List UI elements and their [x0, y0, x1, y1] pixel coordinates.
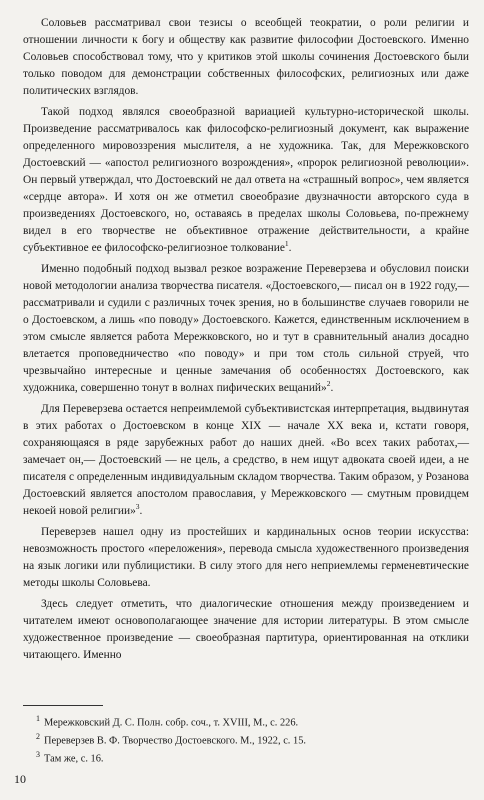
- paragraph-2: Такой подход являлся своеобразной вариацией культурно-исторической школы. Произведение рассматривалось как философско-религиозный документ, как выражение определенного мировоззрения мыслителя, а не художника. Так, для Мережковского Достоевский — «апостол религиозного возрождения», «пророк религиозной революции». Он первый утверждал, что Достоевский не дал ответа на «страшный вопрос», чем является «сердце автора». И хотя он же отметил своеобразие двузначности авторского суда в произведениях Достоевского, но, оставаясь в пределах школы Соловьева, по-прежнему видел в его творчестве не объективное отражение действительности, а крайне субъективное ее философско-религиозное толкование$^1$.: [23, 106, 469, 254]
- body-text: [23, 15, 469, 668]
- footnote-1: [36, 712, 466, 730]
- footnote-text: Переверзев В. Ф. Творчество Достоевского. М., 1922, с. 15.: [44, 735, 306, 747]
- footnote-ref-1: 1: [284, 239, 289, 249]
- footnote-text: Мережковский Д. С. Полн. собр. соч., т. XVIII, М., с. 226.: [44, 717, 299, 729]
- footnotes: [36, 712, 466, 766]
- page-number: 10: [14, 772, 26, 786]
- paragraph-4: Для Переверзева остается непреимлемой субъективистская интерпретация, выдвинутая в этих работах о Достоевском в конце XIX — начале XX века и, кстати говоря, сохраняющаяся в ряде зарубежных работ до наших дней. «Во всех таких работах,— замечает он,— Достоевский — не цель, а средство, в нем ищут адвоката своей идеи, а не писателя с определенным индивидуальным складом творчества. Таким образом, у Розанова Достоевский является апостолом православия, у Мережковского — смутным провидцем некоей новой религии»$^3$.: [23, 403, 469, 517]
- paragraph-5: Переверзев нашел одну из простейших и кардинальных основ теории искусства: невозможность простого «переложения», перевода смысла художественного произведения на язык логики или публицистики. В силу этого для него неприемлемы герменевтические методы школы Соловьева.: [23, 526, 469, 589]
- footnote-2: [36, 730, 466, 748]
- paragraph-3: Именно подобный подход вызвал резкое возражение Переверзева и обусловил поиски новой методологии анализа творчества писателя. «Достоевского,— писал он в 1922 году,— рассматривали и судили с различных точек зрения, но в большинстве случаев говорили не о Достоевском, а лишь «по поводу» Достоевского. Кажется, единственным исключением в этом смысле является работа Мережковского, но и тут в сравнительный анализ досадно влетается проповедничество «по поводу» и при том столь сильной струей, что чрезвычайно интересные и ценные замечания об особенностях Достоевского, как художника, совершенно тонут в волнах пифических вещаний»$^2$.: [23, 263, 469, 394]
- paragraph-3-text: Именно подобный подход вызвал резкое возражение Переверзева и обусловил поиски новой методологии анализа творчества писателя. «Достоевского,— писал он в 1922 году,— рассматривали и судили с различных точек зрения, но в большинстве случаев говорили не о Достоевском, а лишь «по поводу» Достоевского. Кажется, единственным исключением в этом смысле является работа Мережковского, но и тут в сравнительный анализ досадно влетается проповедничество «по поводу» и при том столь сильной струей, что чрезвычайно интересные и ценные замечания об особенностях Достоевского, как художника, совершенно тонут в волнах пифических вещаний»: [23, 263, 469, 394]
- footnote-divider: [23, 705, 103, 706]
- paragraph-2-text: Такой подход являлся своеобразной вариацией культурно-исторической школы. Произведение рассматривалось как философско-религиозный документ, как выражение определенного мировоззрения мыслителя, а не художника. Так, для Мережковского Достоевский — «апостол религиозного возрождения», «пророк религиозной революции». Он первый утверждал, что Достоевский не дал ответа на «страшный вопрос», чем является «сердце автора». И хотя он же отметил своеобразие двузначности авторского суда в произведениях Достоевского, но, оставаясь в пределах школы Соловьева, по-прежнему видел в его творчестве не объективное отражение действительности, а крайне субъективное ее философско-религиозное толкование: [23, 106, 469, 254]
- paragraph-1: Соловьев рассматривал свои тезисы о всеобщей теократии, о роли религии и отношении личности к богу и обществу как развитие философии Достоевского. Именно Соловьев способствовал тому, что у критиков этой школы сочинения Достоевского были только поводом для демонстрации собственных философских, религиозных или даже политических взглядов.: [23, 17, 469, 97]
- footnote-ref-2: 2: [326, 379, 331, 389]
- footnote-number: 2: [36, 731, 40, 741]
- footnote-3: [36, 748, 466, 766]
- footnote-number: 3: [36, 749, 40, 759]
- footnote-ref-3: 3: [135, 502, 140, 512]
- paragraph-6: Здесь следует отметить, что диалогические отношения между произведением и читателем имеют основополагающее значение для истории литературы. В этом смысле художественное произведение — своеобразная партитура, ориентированная на отклики читающего. Именно: [23, 598, 469, 661]
- footnote-number: 1: [36, 714, 40, 723]
- footnote-text: Там же, с. 16.: [44, 753, 104, 765]
- paragraph-4-text: Для Переверзева остается непреимлемой субъективистская интерпретация, выдвинутая в этих работах о Достоевском в конце XIX — начале XX века и, кстати говоря, сохраняющаяся в ряде зарубежных работ до наших дней. «Во всех таких работах,— замечает он,— Достоевский — не цель, а средство, в нем ищут адвоката своей идеи, а не писателя с определенным индивидуальным складом творчества. Таким образом, у Розанова Достоевский является апостолом православия, у Мережковского — смутным провидцем некоей новой религии»: [23, 403, 469, 517]
